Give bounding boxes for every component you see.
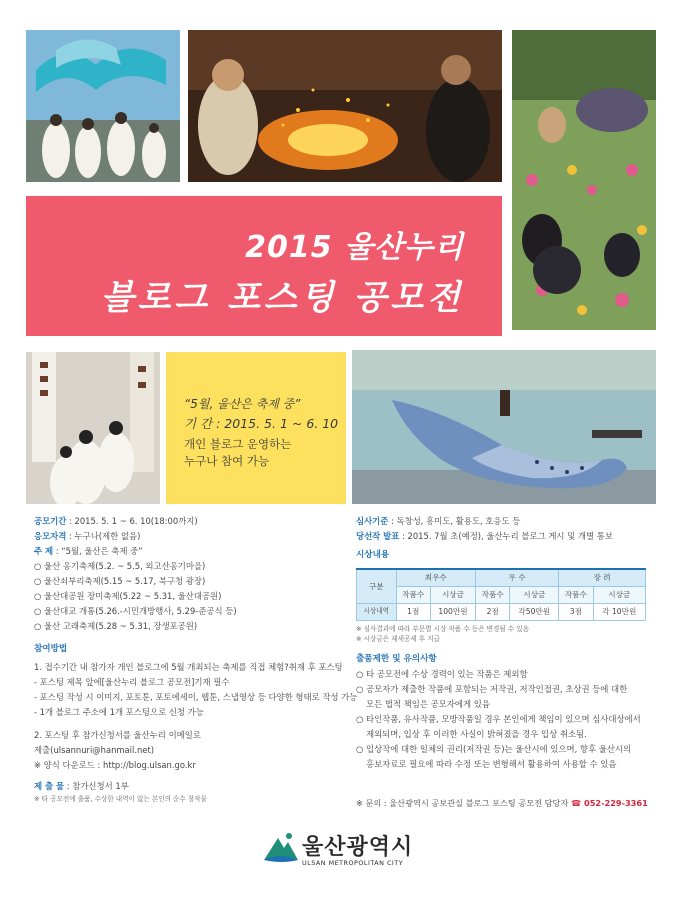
photo-festival-parade bbox=[26, 30, 180, 182]
method-step-1c: - 1개 블로그 주소에 1개 포스팅으로 신청 가능 bbox=[34, 707, 204, 717]
title-line-1: 2015 울산누리 bbox=[245, 230, 464, 265]
caution-item: ○ 타인작품, 유사작품, 모방작품일 경우 본인에게 책임이 있으며 심사대상에서 bbox=[356, 712, 656, 727]
announce-value: : 2015. 7월 초(예정), 울산누리 블로그 게시 및 개별 통보 bbox=[399, 531, 613, 541]
eligibility-row bbox=[34, 529, 334, 544]
event-summary-box bbox=[166, 352, 346, 504]
method-step-2: 2. 포스팅 후 참가신청서를 울산누리 이메일로 bbox=[34, 730, 201, 740]
table-col-group: 구분 bbox=[357, 569, 397, 603]
prize-note-2: ※ 시상금은 제세공제 후 지급 bbox=[356, 634, 440, 643]
photo-rose-garden bbox=[512, 30, 656, 330]
photo-ritual-ceremony bbox=[26, 352, 160, 504]
slogan: “5월, 울산은 축제 중” bbox=[184, 397, 301, 411]
festival-item: ○ 울산대교 개통(5.26.-시민개방행사, 5.29-준공식 등) bbox=[34, 604, 334, 619]
submission-row bbox=[34, 779, 334, 794]
period-line: 기 간 : 2015. 5. 1 ~ 6. 10 bbox=[184, 416, 339, 431]
caution-item-cont: 모든 법적 책임은 공모자에게 있음 bbox=[366, 698, 490, 709]
sub-header: 시상금 bbox=[593, 586, 645, 603]
announce-row bbox=[356, 529, 656, 544]
table-cell: 3점 bbox=[559, 603, 593, 620]
theme-value: : “5월, 울산은 축제 중” bbox=[53, 546, 143, 556]
grade-header: 우 수 bbox=[475, 569, 558, 586]
eligibility-line-1: 개인 블로그 운영하는 bbox=[184, 437, 292, 451]
grade-header: 최우수 bbox=[396, 569, 475, 586]
submission-value: : 참가신청서 1부 bbox=[64, 781, 129, 791]
sub-header: 작품수 bbox=[475, 586, 509, 603]
caution-item: ○ 입상작에 대한 일체의 권리(저작권 등)는 울산시에 있으며, 향후 울산시의 bbox=[356, 742, 656, 757]
judging-label: 심사기준 bbox=[356, 516, 389, 526]
eligibility-value: : 누구나(제한 없음) bbox=[66, 531, 141, 541]
festival-item: ○ 울산쇠부리축제(5.15 ~ 5.17, 북구청 광장) bbox=[34, 574, 334, 589]
phone-number: ☎ 052-229-3361 bbox=[570, 798, 648, 808]
info-left-column bbox=[34, 514, 358, 804]
period-label: 공모기간 bbox=[34, 516, 67, 526]
sub-header: 시상금 bbox=[430, 586, 475, 603]
eligibility-label: 응모자격 bbox=[34, 531, 67, 541]
photo-whale-float bbox=[352, 350, 656, 504]
method-email: 제출(ulsannuri@hanmail.net) bbox=[34, 745, 155, 755]
table-row-label: 시상내역 bbox=[357, 603, 397, 620]
method-step-1a: - 포스팅 제목 앞에[울산누리 블로그 공모전]기재 필수 bbox=[34, 677, 230, 687]
announce-label: 당선작 발표 bbox=[356, 531, 400, 541]
title-line-2: 블로그 포스팅 공모전 bbox=[100, 278, 464, 318]
judging-row bbox=[356, 514, 656, 529]
prize-title: 시상내용 bbox=[356, 550, 390, 560]
table-cell: 각50만원 bbox=[510, 603, 559, 620]
judging-value: : 독창성, 흥미도, 활용도, 호응도 등 bbox=[388, 516, 521, 526]
caution-item-cont: 홍보자료로 필요에 따라 수정 또는 변형해서 활용하여 사용할 수 있음 bbox=[366, 758, 617, 769]
logo-korean: 울산광역시 bbox=[302, 835, 414, 860]
grade-header: 장 려 bbox=[559, 569, 646, 586]
method-download: ※ 양식 다운로드 : http://blog.ulsan.go.kr bbox=[34, 760, 196, 770]
theme-row bbox=[34, 544, 334, 559]
caution-title: 출품제한 및 유의사항 bbox=[356, 653, 437, 664]
ulsan-city-logo bbox=[262, 828, 442, 878]
theme-label: 주 제 bbox=[34, 546, 54, 556]
info-right-column bbox=[356, 514, 656, 772]
method-step-1b: - 포스팅 작성 시 이미지, 포토툰, 포토에세이, 웹툰, 스냅영상 등 다양한 형태로 작성 가능 bbox=[34, 692, 358, 702]
sub-header: 작품수 bbox=[559, 586, 593, 603]
festival-item: ○ 울산 고래축제(5.28 ~ 5.31, 장생포공원) bbox=[34, 619, 334, 634]
caution-item: ○ 공모자가 제출한 작품에 포함되는 저작권, 저작인접권, 초상권 등에 대한 bbox=[356, 682, 656, 697]
period-row bbox=[34, 514, 334, 529]
contact-text: ※ 문의 : 울산광역시 공보관실 블로그 포스팅 공모전 담당자 bbox=[356, 798, 571, 808]
photo-iron-forge bbox=[188, 30, 502, 182]
period-value: : 2015. 5. 1 ~ 6. 10(18:00까지) bbox=[66, 516, 198, 526]
table-cell: 100만원 bbox=[430, 603, 475, 620]
sub-header: 시상금 bbox=[510, 586, 559, 603]
ulsan-emblem-icon bbox=[262, 830, 300, 864]
contact-line bbox=[356, 798, 648, 809]
caution-item-cont: 제외되며, 입상 후 이러한 사실이 밝혀졌을 경우 입상 취소됨. bbox=[366, 728, 587, 739]
prize-table bbox=[356, 568, 646, 621]
submission-note: ※ 타 공모전에 출품, 수상한 내역이 없는 본인의 순수 창작물 bbox=[34, 795, 207, 803]
logo-english: ULSAN METROPOLITAN CITY bbox=[302, 859, 404, 867]
table-cell: 1점 bbox=[396, 603, 430, 620]
table-cell: 각 10만원 bbox=[593, 603, 645, 620]
table-cell: 2점 bbox=[475, 603, 509, 620]
submission-label: 제 출 물 bbox=[34, 781, 65, 791]
sub-header: 작품수 bbox=[396, 586, 430, 603]
prize-note-1: ※ 심사결과에 따라 부문별 시상 작품 수 등은 변경될 수 있음 bbox=[356, 624, 529, 633]
festival-item: ○ 울산 옹기축제(5.2. ~ 5.5, 외고산옹기마을) bbox=[34, 559, 334, 574]
method-title: 참여방법 bbox=[34, 644, 68, 654]
caution-item: ○ 타 공모전에 수상 경력이 있는 작품은 제외함 bbox=[356, 667, 656, 682]
method-step-1: 1. 접수기간 내 참가자 개인 블로그에 5월 개최되는 축제를 직접 체험?취재 후 포스팅 bbox=[34, 662, 343, 672]
eligibility-line-2: 누구나 참여 가능 bbox=[184, 454, 270, 468]
festival-item: ○ 울산대공원 장미축제(5.22 ~ 5.31, 울산대공원) bbox=[34, 589, 334, 604]
title-banner bbox=[26, 196, 502, 336]
